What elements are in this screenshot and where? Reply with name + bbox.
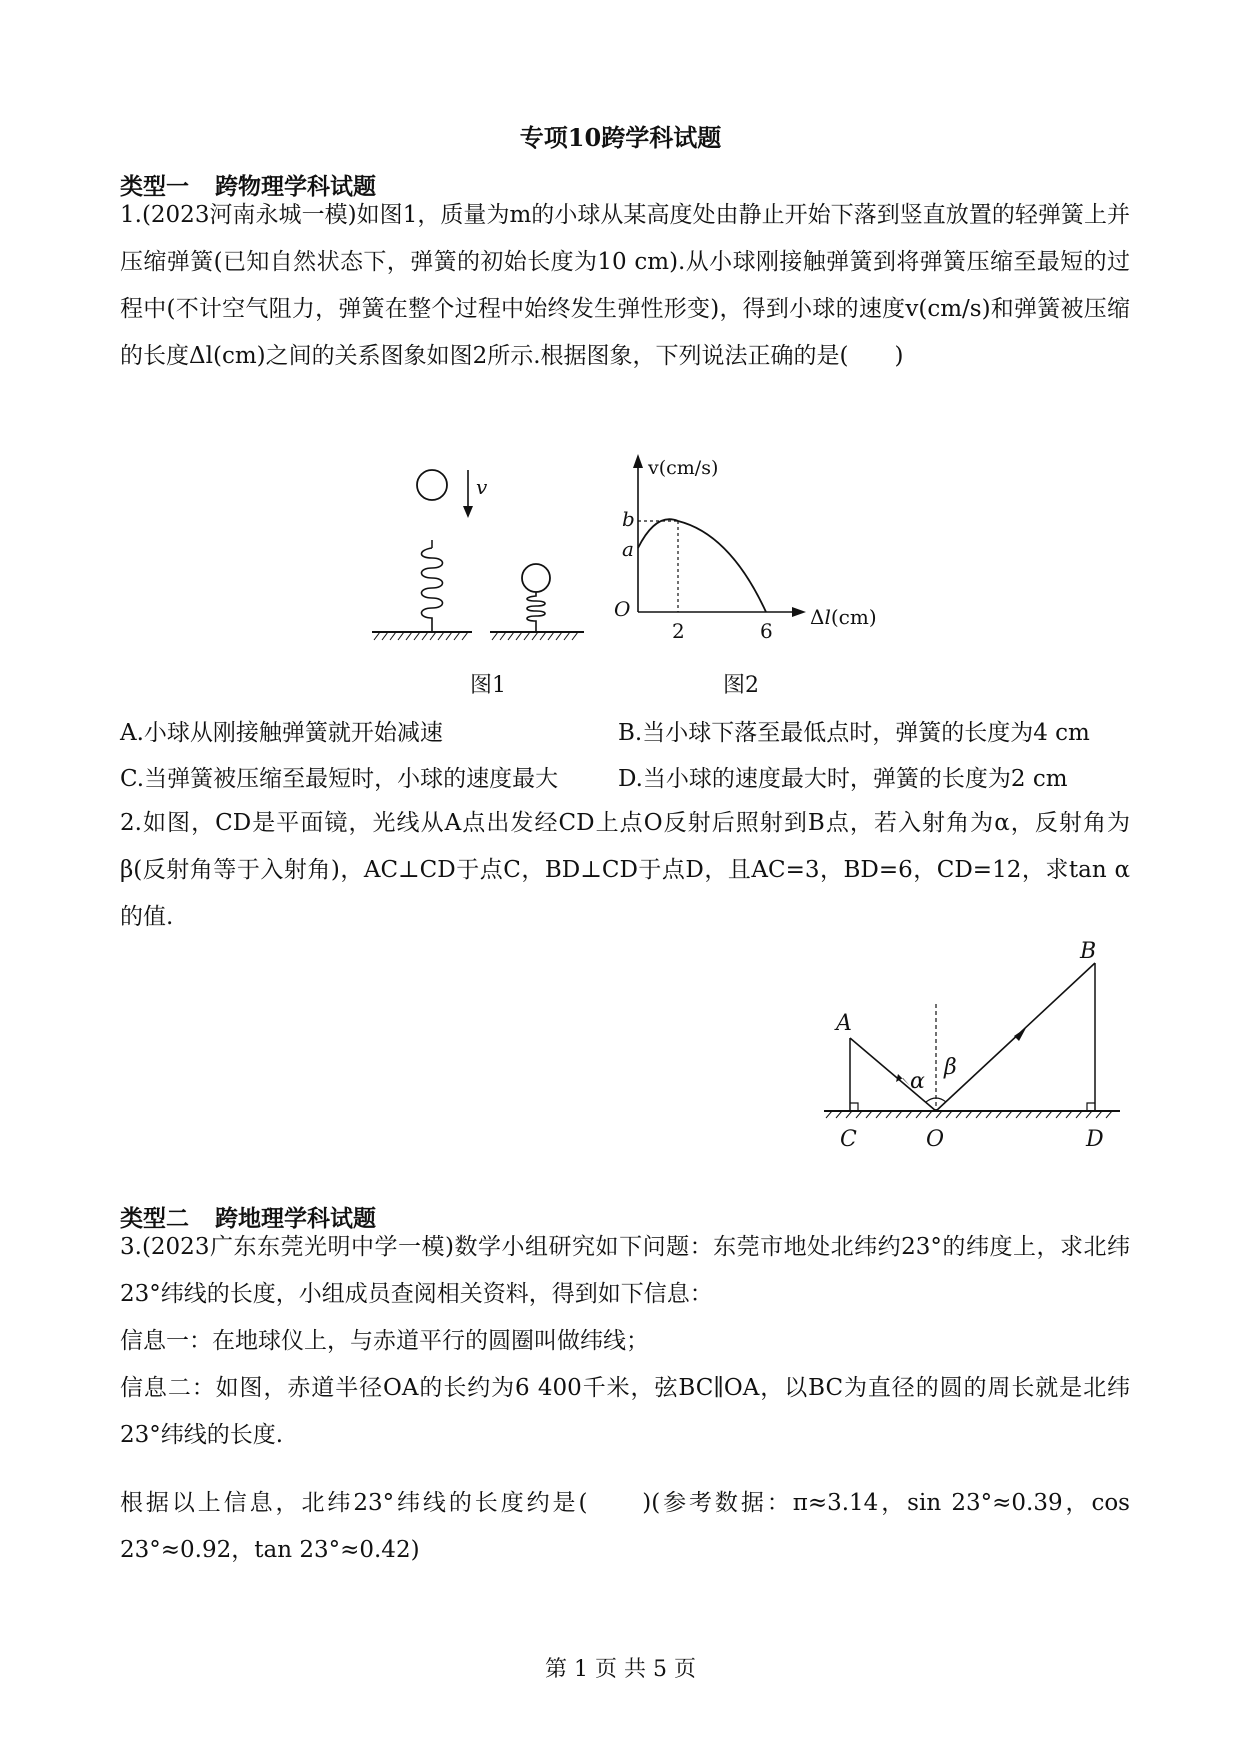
label-o: O: [926, 1127, 945, 1152]
option-a: A.小球从刚接触弹簧就开始减速: [120, 720, 443, 746]
question-3-info-1: 信息一：在地球仪上，与赤道平行的圆圈叫做纬线；: [120, 1328, 649, 1354]
figure-reflection: [818, 939, 1128, 1158]
falling-ball: [417, 470, 447, 500]
figure-1-compressed: [488, 460, 588, 660]
y-axis-label: v(cm/s): [648, 457, 719, 479]
section-label: 类型一: [120, 173, 189, 200]
label-a: A: [836, 1011, 852, 1036]
option-d: D.当小球的速度最大时，弹簧的长度为2 cm: [618, 766, 1068, 792]
label-c: C: [840, 1127, 857, 1152]
x-tick-6: 6: [760, 619, 773, 643]
x-axis-label-unit: (cm): [830, 605, 877, 629]
ball-on-spring: [522, 564, 550, 592]
spring-coil-long: [422, 548, 443, 632]
option-b: B.当小球下落至最低点时，弹簧的长度为4 cm: [618, 720, 1090, 746]
label-beta: β: [944, 1055, 957, 1080]
ground-hatch-1: [374, 632, 468, 640]
x-axis-arrow: [792, 607, 806, 617]
label-d: D: [1086, 1127, 1104, 1152]
y-tick-b: b: [622, 507, 635, 531]
page-title: 专项10跨学科试题: [519, 123, 722, 152]
section-label: 类型二: [120, 1205, 189, 1232]
y-axis-arrow: [633, 454, 643, 468]
y-tick-a: a: [622, 537, 634, 561]
x-axis-label-var: l: [824, 605, 831, 629]
velocity-label: v: [476, 475, 488, 499]
spring-coil-compressed: [527, 592, 545, 632]
figure-1: [370, 460, 488, 660]
question-1-text: 1.(2023河南永城一模)如图1，质量为m的小球从某高度处由静止开始下落到竖直放置的轻弹簧上并压缩弹簧(已知自然状态下，弹簧的初始长度为10 cm).从小球刚接触弹簧到将弹簧压缩至最短的过程中(不计空气阻力，弹簧在整个过程中始终发生弹性形变)，得到小球的速度v(cm/s)和弹簧被压缩的长度Δl(cm)之间的关系图象如图2所示.根据图象，下列说法正确的是( ): [120, 202, 1130, 369]
x-tick-2: 2: [672, 619, 685, 643]
velocity-arrowhead: [463, 506, 473, 518]
angle-arc: [926, 1098, 946, 1102]
velocity-curve: [638, 519, 766, 612]
option-c: C.当弹簧被压缩至最短时，小球的速度最大: [120, 766, 559, 792]
reflected-arrow: [1014, 1028, 1026, 1041]
question-3-prompt: 根据以上信息，北纬23°纬线的长度约是( )(参考数据：π≈3.14，sin 23°≈0.39，cos 23°≈0.92，tan 23°≈0.42): [120, 1490, 1130, 1563]
ground-hatch-2: [492, 632, 578, 640]
x-axis-label: [810, 605, 877, 629]
figure-1-caption: 图1: [470, 673, 506, 698]
origin-label: O: [614, 597, 631, 621]
label-b: B: [1080, 939, 1097, 964]
question-2-text: 2.如图，CD是平面镜，光线从A点出发经CD上点O反射后照射到B点，若入射角为α，反射角为β(反射角等于入射角)，AC⊥CD于点C，BD⊥CD于点D，且AC=3，BD=6，CD=12，求tan α的值.: [120, 810, 1130, 930]
right-angle-d: [1087, 1103, 1095, 1111]
mirror-hatch: [826, 1111, 1112, 1118]
incident-arrow: [896, 1074, 910, 1086]
figure-2-graph: [610, 450, 890, 650]
x-axis-label-prefix: Δ: [810, 605, 825, 629]
page-footer: 第 1 页 共 5 页: [545, 1657, 696, 1682]
figure-2-caption: 图2: [723, 673, 759, 698]
section-name: 跨地理学科试题: [215, 1205, 376, 1232]
question-3-info-2: 信息二：如图，赤道半径OA的长约为6 400千米，弦BC∥OA，以BC为直径的圆的周长就是北纬23°纬线的长度.: [120, 1375, 1130, 1448]
right-angle-c: [850, 1103, 858, 1111]
section-name: 跨物理学科试题: [215, 173, 376, 200]
label-alpha: α: [910, 1069, 925, 1094]
question-3-text: 3.(2023广东东莞光明中学一模)数学小组研究如下问题：东莞市地处北纬约23°的纬度上，求北纬23°纬线的长度，小组成员查阅相关资料，得到如下信息：: [120, 1234, 1130, 1307]
